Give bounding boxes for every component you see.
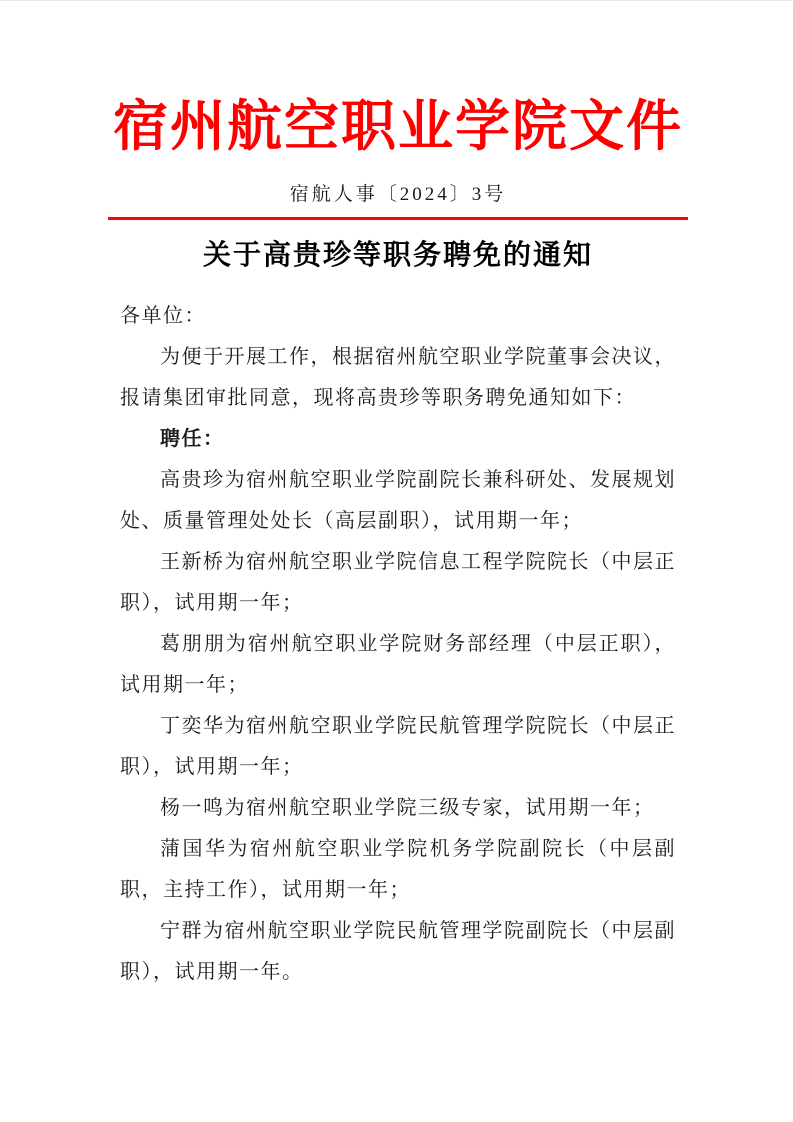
document-number: 宿航人事〔2024〕3号 xyxy=(289,183,507,205)
organization-title: 宿州航空职业学院文件 xyxy=(112,96,683,157)
appointment-item: 宁群为宿州航空职业学院民航管理学院副院长（中层副职），试用期一年。 xyxy=(120,919,676,983)
letterhead xyxy=(108,91,688,163)
intro-paragraph: 为便于开展工作，根据宿州航空职业学院董事会决议，报请集团审批同意，现将高贵珍等职务聘免通知如下： xyxy=(120,345,676,409)
document-title: 关于高贵珍等职务聘免的通知 xyxy=(202,239,593,271)
appointment-item: 王新桥为宿州航空职业学院信息工程学院院长（中层正职），试用期一年； xyxy=(120,550,676,614)
appointment-item: 高贵珍为宿州航空职业学院副院长兼科研处、发展规划处、质量管理处处长（高层副职），试用期一年； xyxy=(120,468,676,532)
document-body xyxy=(120,296,676,993)
red-separator-line xyxy=(108,217,688,220)
salutation: 各单位： xyxy=(120,304,206,327)
appointment-item: 丁奕华为宿州航空职业学院民航管理学院院长（中层正职），试用期一年； xyxy=(120,714,676,778)
section-heading-appointments: 聘任： xyxy=(160,427,225,450)
appointment-item: 杨一鸣为宿州航空职业学院三级专家，试用期一年； xyxy=(160,796,655,819)
appointment-item: 蒲国华为宿州航空职业学院机务学院副院长（中层副职，主持工作），试用期一年； xyxy=(120,837,676,901)
appointment-item: 葛朋朋为宿州航空职业学院财务部经理（中层正职），试用期一年； xyxy=(120,632,676,696)
